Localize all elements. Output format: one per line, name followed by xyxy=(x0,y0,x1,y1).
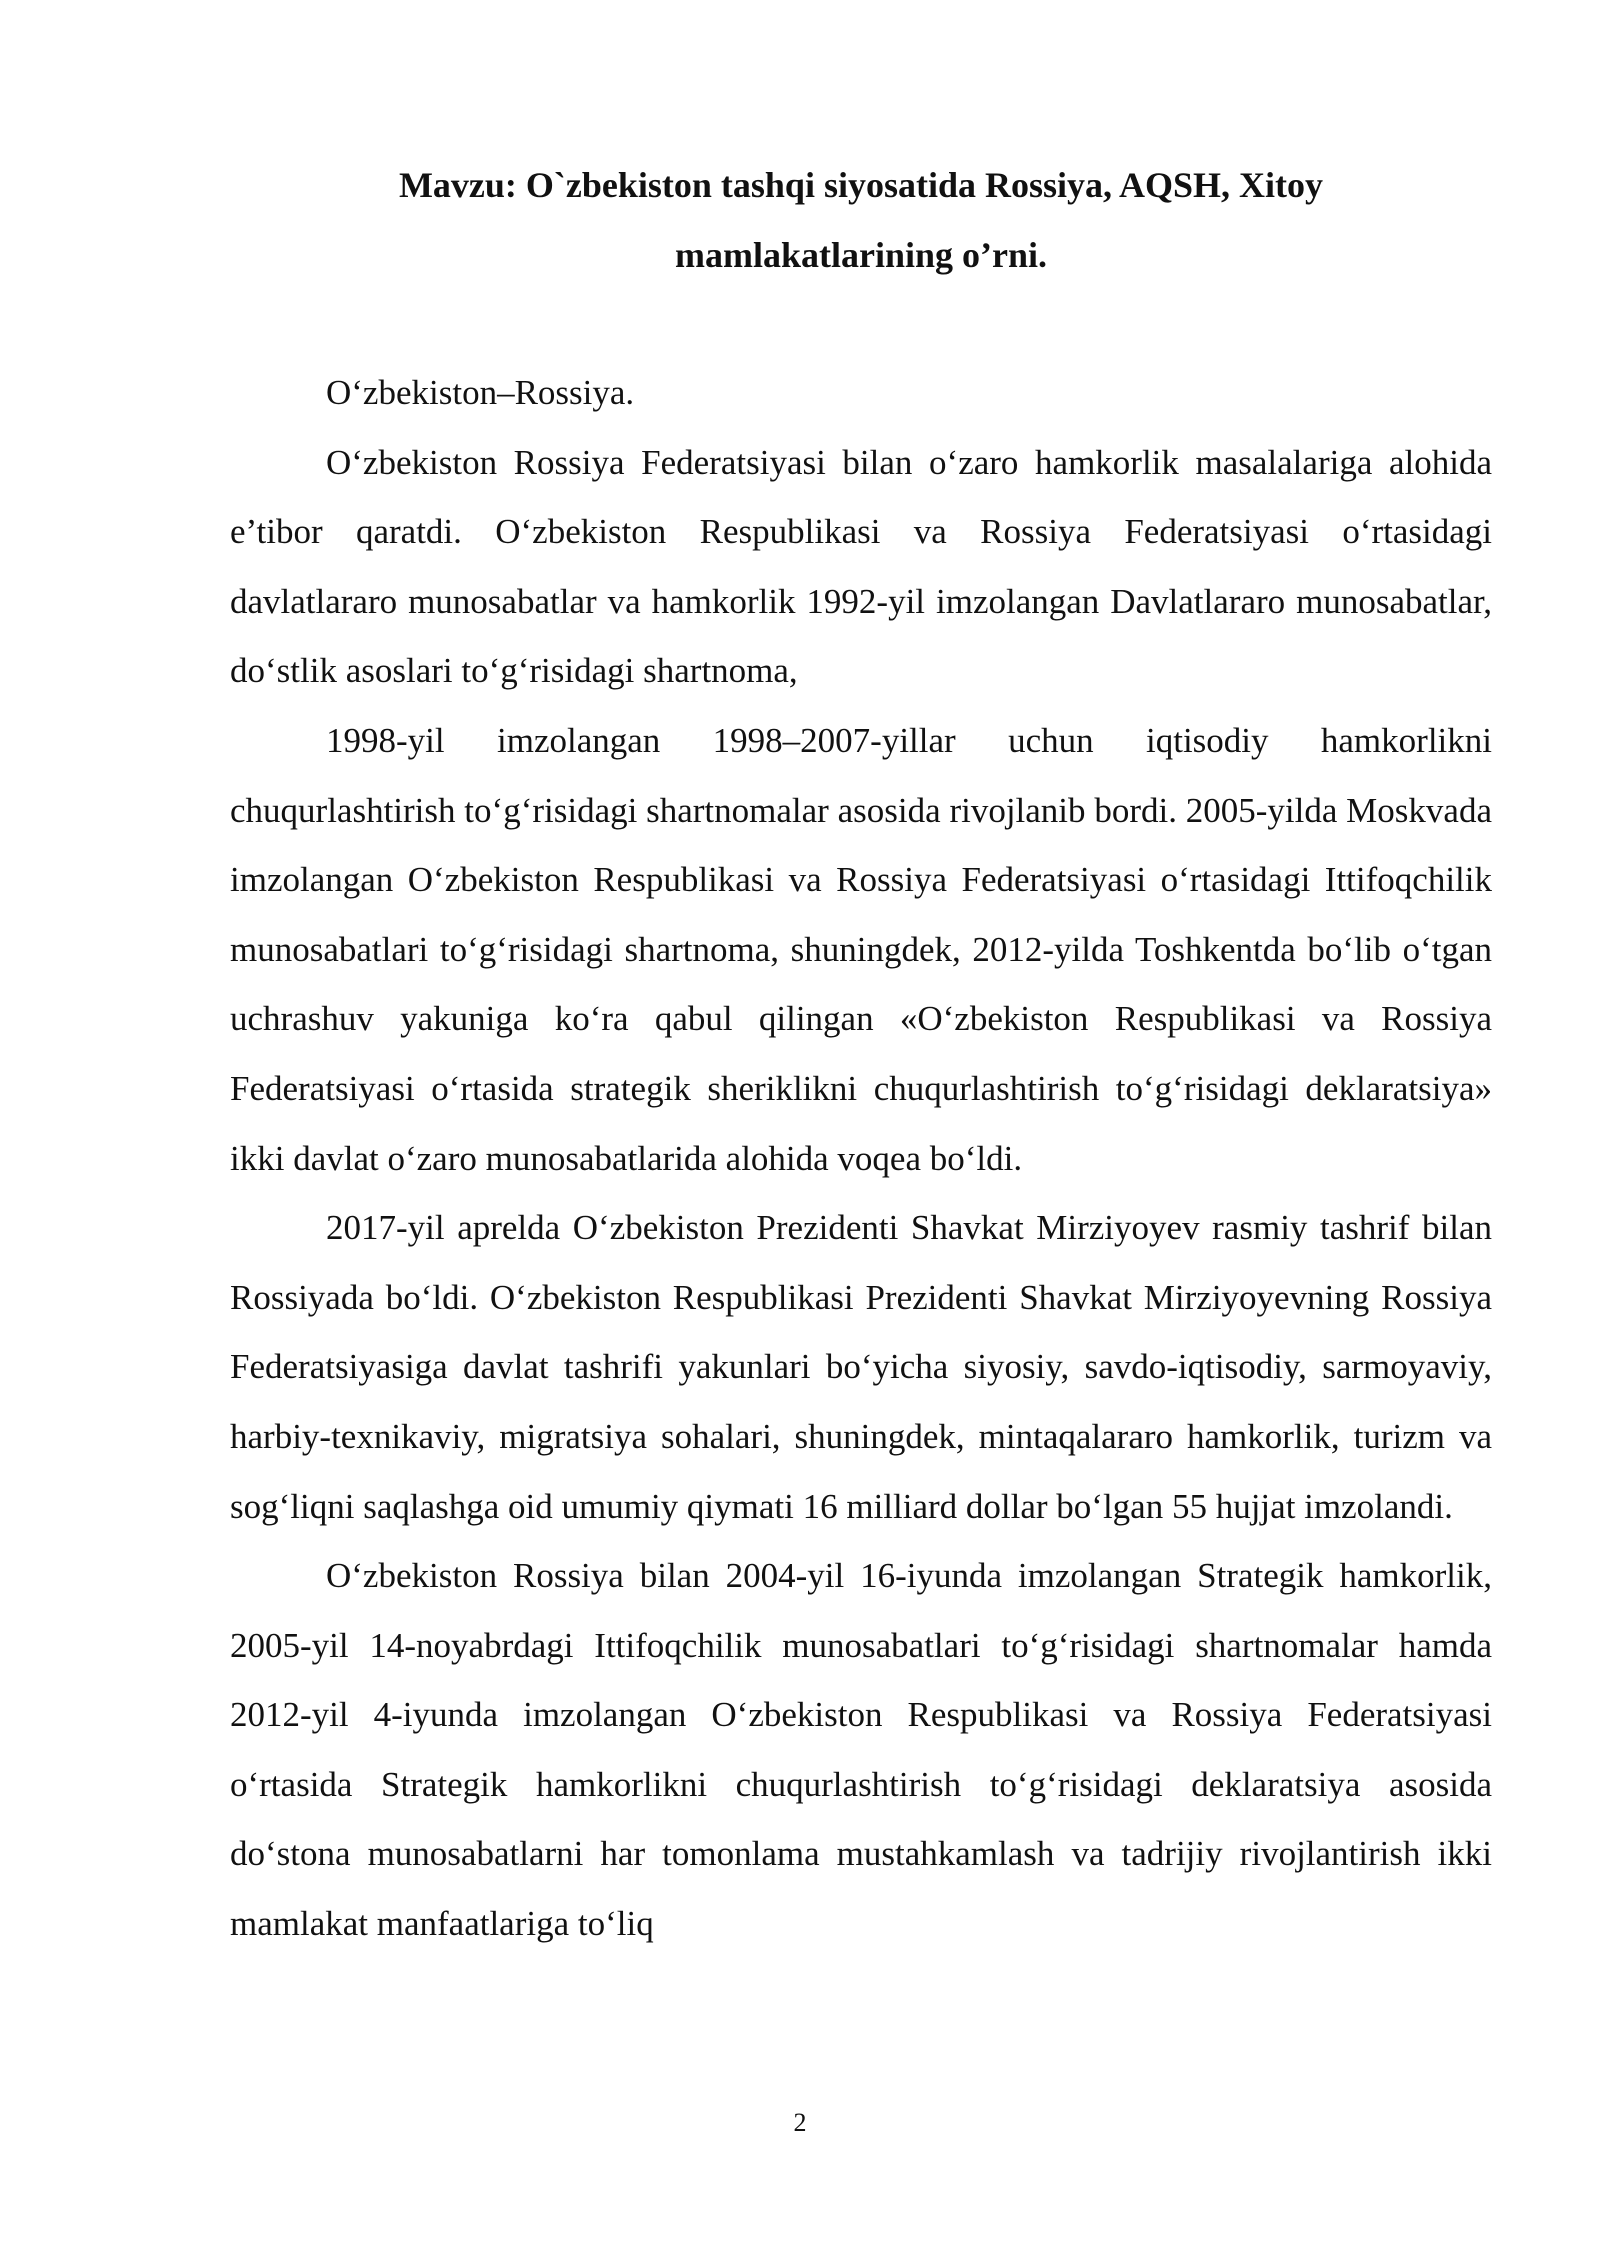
section-heading-uzbekistan-russia: O‘zbekiston–Rossiya. xyxy=(326,373,635,412)
paragraph-3: 2017-yil aprelda O‘zbekiston Prezidenti Shavkat Mirziyoyev rasmiy tashrif bilan Rossiyada bo‘ldi. O‘zbekiston Respublikasi Prezidenti Shavkat Mirziyoyevning Rossiya Federatsiyasiga davlat tashrifi yakunlari bo‘yicha siyosiy, savdo-iqtisodiy, sarmoyaviy, harbiy-texnikaviy, migratsiya sohalari, shuningdek, mintaqalararo hamkorlik, turizm va sog‘liqni saqlashga oid umumiy qiymati 16 milliard dollar bo‘lgan 55 hujjat imzolandi. xyxy=(230,1208,1492,1526)
title-line-1: Mavzu: O`zbekiston tashqi siyosatida Rossiya, AQSH, Xitoy xyxy=(398,165,1324,205)
body-text xyxy=(230,358,1492,1959)
paragraph-1: O‘zbekiston Rossiya Federatsiyasi bilan o‘zaro hamkorlik masalalariga alohida e’tibor qaratdi. O‘zbekiston Respublikasi va Rossiya Federatsiyasi o‘rtasidagi davlatlararo munosabatlar va hamkorlik 1992-yil imzolangan Davlatlararo munosabatlar, do‘stlik asoslari to‘g‘risidagi shartnoma, xyxy=(230,442,1492,691)
page-content xyxy=(230,150,1492,1959)
title-line-2: mamlakatlarining o’rni. xyxy=(674,235,1047,275)
paragraph-2: 1998-yil imzolangan 1998–2007-yillar uchun iqtisodiy hamkorlikni chuqurlashtirish to‘g‘risidagi shartnomalar asosida rivojlanib bordi. 2005-yilda Moskvada imzolangan O‘zbekiston Respublikasi va Rossiya Federatsiyasi o‘rtasidagi Ittifoqchilik munosabatlari to‘g‘risidagi shartnoma, shuningdek, 2012-yilda Toshkentda bo‘lib o‘tgan uchrashuv yakuniga ko‘ra qabul qilingan «O‘zbekiston Respublikasi va Rossiya Federatsiyasi o‘rtasida strategik sheriklikni chuqurlashtirish to‘g‘risidagi deklaratsiya» ikki davlat o‘zaro munosabatlarida alohida voqea bo‘ldi. xyxy=(230,720,1492,1178)
document-title xyxy=(230,150,1492,290)
paragraph-4: O‘zbekiston Rossiya bilan 2004-yil 16-iyunda imzolangan Strategik hamkorlik, 2005-yil 14-noyabrdagi Ittifoqchilik munosabatlari to‘g‘risidagi shartnomalar hamda 2012-yil 4-iyunda imzolangan O‘zbekiston Respublikasi va Rossiya Federatsiyasi o‘rtasida Strategik hamkorlikni chuqurlashtirish to‘g‘risidagi deklaratsiya asosida do‘stona munosabatlarni har tomonlama mustahkamlash va tadrijiy rivojlantirish ikki mamlakat manfaatlariga to‘liq xyxy=(230,1556,1492,1944)
page-number: 2 xyxy=(793,2108,807,2137)
